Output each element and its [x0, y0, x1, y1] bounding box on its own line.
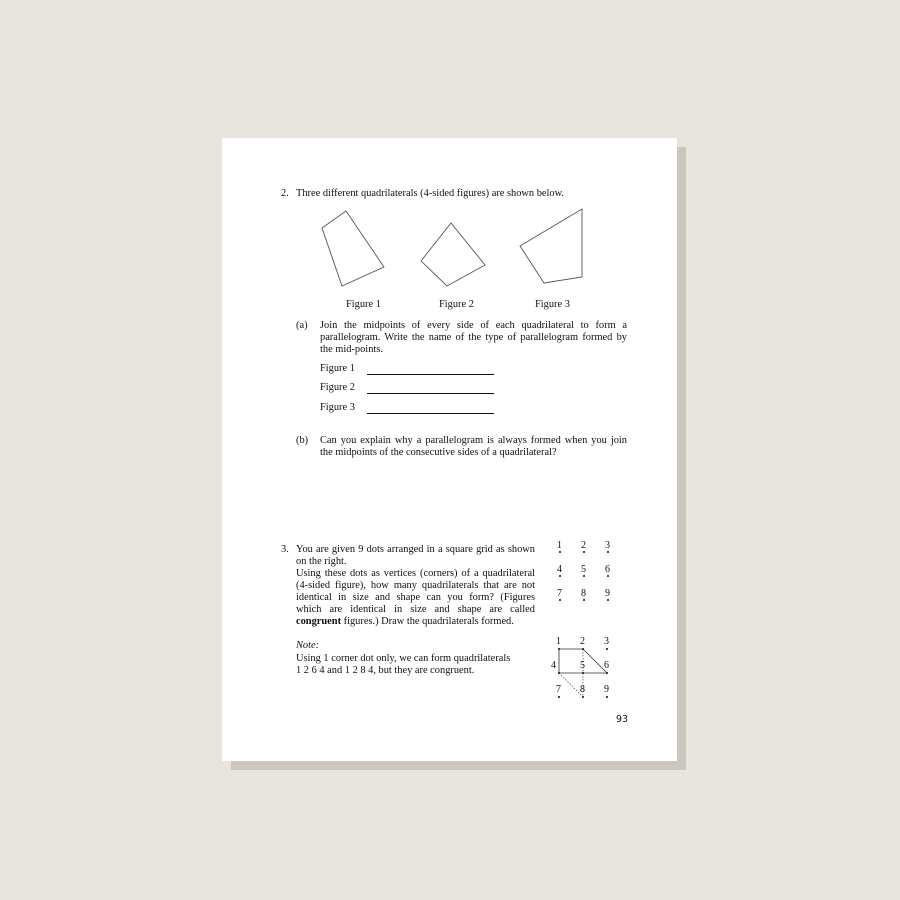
example-dot	[582, 696, 584, 698]
example-dot	[558, 696, 560, 698]
example-number-1: 1	[556, 636, 561, 647]
grid-dot	[559, 575, 561, 577]
grid-number-7: 7	[557, 588, 562, 599]
example-dot	[582, 672, 584, 674]
question-3-line-7-rest: figures.) Draw the quadrilaterals formed.	[341, 616, 514, 627]
answer-field-figure-2[interactable]	[367, 393, 494, 394]
grid-dot	[607, 551, 609, 553]
example-number-5: 5	[580, 660, 585, 671]
grid-dot	[607, 599, 609, 601]
part-b-line-2: the midpoints of the consecutive sides of a quadrilateral?	[320, 447, 557, 458]
figure-1-quadrilateral	[322, 211, 384, 286]
grid-number-3: 3	[605, 540, 610, 551]
part-b-label: (b)	[296, 435, 309, 446]
grid-number-9: 9	[605, 588, 610, 599]
example-dot	[558, 672, 560, 674]
grid-dot	[583, 575, 585, 577]
example-number-6: 6	[604, 660, 609, 671]
example-number-2: 2	[580, 636, 585, 647]
question-3-line-7	[296, 616, 514, 628]
part-a-label: (a)	[296, 320, 308, 331]
example-dot	[606, 672, 608, 674]
grid-number-1: 1	[557, 540, 562, 551]
page-number: 93	[616, 714, 629, 725]
answer-label-figure-3: Figure 3	[320, 402, 355, 413]
part-a-line-1: Join the midpoints of every side of each quadrilateral to form a	[320, 320, 627, 331]
note-line-1: Using 1 corner dot only, we can form quadrilaterals	[296, 653, 511, 664]
question-3-line-2: on the right.	[296, 556, 347, 567]
question-2-number: 2.	[281, 188, 289, 199]
grid-dot	[583, 599, 585, 601]
note-title: Note:	[296, 640, 320, 651]
answer-label-figure-2: Figure 2	[320, 382, 355, 393]
example-number-7: 7	[556, 684, 561, 695]
question-3-line-5: identical in size and shape can you form? (Figures	[296, 592, 535, 603]
example-number-3: 3	[604, 636, 609, 647]
question-2-intro: Three different quadrilaterals (4-sided figures) are shown below.	[296, 188, 565, 199]
question-3-line-3: Using these dots as vertices (corners) of a quadrilateral	[296, 568, 535, 579]
answer-field-figure-1[interactable]	[367, 374, 494, 375]
figure-1-label: Figure 1	[346, 299, 381, 310]
congruent-term: congruent	[296, 616, 342, 627]
grid-number-8: 8	[581, 588, 586, 599]
example-number-8: 8	[580, 684, 585, 695]
figure-3-label: Figure 3	[535, 299, 570, 310]
note-line-2: 1 2 6 4 and 1 2 8 4, but they are congruent.	[296, 665, 475, 676]
figure-2-label: Figure 2	[439, 299, 474, 310]
example-dot	[606, 648, 608, 650]
example-dot	[582, 648, 584, 650]
question-3-line-4: (4-sided figure), how many quadrilaterals that are not	[296, 580, 535, 591]
example-dot	[606, 696, 608, 698]
question-3-number: 3.	[281, 544, 289, 555]
example-dot	[558, 648, 560, 650]
grid-dot	[607, 575, 609, 577]
part-b-line-1: Can you explain why a parallelogram is always formed when you join	[320, 435, 627, 446]
figure-2-quadrilateral	[421, 223, 485, 286]
part-a-line-2: parallelogram. Write the name of the type of parallelogram formed by	[320, 332, 627, 343]
grid-dot	[559, 599, 561, 601]
question-3-line-6: which are identical in size and shape are called	[296, 604, 535, 615]
figure-3-quadrilateral	[520, 209, 582, 283]
question-3-line-1: You are given 9 dots arranged in a square grid as shown	[296, 544, 535, 555]
grid-number-2: 2	[581, 540, 586, 551]
grid-number-6: 6	[605, 564, 610, 575]
example-number-9: 9	[604, 684, 609, 695]
answer-field-figure-3[interactable]	[367, 413, 494, 414]
grid-number-5: 5	[581, 564, 586, 575]
grid-dot	[559, 551, 561, 553]
grid-dot	[583, 551, 585, 553]
example-number-4: 4	[551, 660, 556, 671]
answer-label-figure-1: Figure 1	[320, 363, 355, 374]
grid-number-4: 4	[557, 564, 562, 575]
part-a-line-3: the mid-points.	[320, 344, 383, 355]
